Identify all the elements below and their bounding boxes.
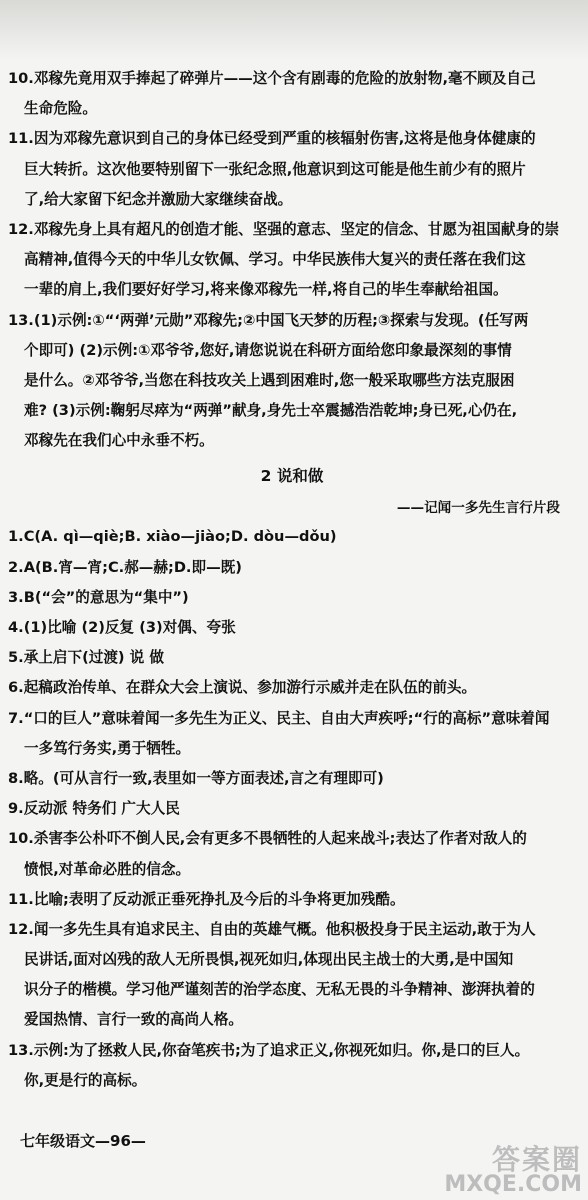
answer-line: 你,更是行的高标。 (24, 1071, 147, 1089)
answer-line: 12.闻一多先生具有追求民主、自由的英雄气概。他积极投身于民主运动,敢于为人 (8, 920, 536, 938)
answer-line: 9.反动派 特务们 广大人民 (8, 800, 180, 818)
answer-line: 10.杀害李公朴吓不倒人民,会有更多不畏牺牲的人起来战斗;表达了作者对敌人的 (8, 830, 527, 848)
answer-line: 11.比喻;表明了反动派正垂死挣扎及今后的斗争将更加残酷。 (8, 890, 405, 908)
watermark (444, 1143, 582, 1197)
answer-line: 一多笃行务实,勇于牺牲。 (24, 739, 191, 757)
answer-line: 4.(1)比喻 (2)反复 (3)对偶、夸张 (8, 619, 236, 636)
page-footer: 七年级语文—96— (20, 1132, 146, 1150)
answer-line: 6.起稿政治传单、在群众大会上演说、参加游行示威并走在队伍的前头。 (8, 679, 477, 697)
answers-section-2 (8, 522, 576, 1096)
answer-line: 13.(1)示例:①“‘两弹’元勋”邓稼先;②中国飞天梦的历程;③探索与发现。(任写两 (8, 311, 529, 329)
answer-line: 一辈的肩上,我们要好好学习,将来像邓稼先一样,将自己的毕生奉献给祖国。 (24, 281, 508, 299)
answer-line: 7.“口的巨人”意味着闻一多先生为正义、民主、自由大声疾呼;“行的高标”意味着闻 (8, 709, 550, 727)
watermark-url: MXQE.COM (444, 1172, 582, 1197)
answer-line: 民讲话,面对凶残的敌人无所畏惧,视死如归,体现出民主战士的大勇,是中国知 (24, 951, 514, 969)
section-title: 2 说和做 (260, 467, 324, 486)
scan-shadow (0, 0, 588, 60)
answer-line: 个即可) (2)示例:①邓爷爷,您好,请您说说在科研方面给您印象最深刻的事情 (24, 341, 512, 359)
answer-line: 高精神,值得今天的中华儿女钦佩、学习。中华民族伟大复兴的责任落在我们这 (24, 251, 526, 269)
answer-line: 5.承上启下(过渡) 说 做 (8, 649, 164, 667)
answer-line: 了,给大家留下纪念并激励大家继续奋战。 (24, 190, 293, 208)
section-subtitle: ——记闻一多先生言行片段 (396, 500, 560, 517)
answer-line: 1.C(A. qì—qiè;B. xiào—jiào;D. dòu—dǒu) (8, 528, 337, 546)
answer-line: 13.示例:为了拯救人民,你奋笔疾书;为了追求正义,你视死如归。你,是口的巨人。 (8, 1041, 530, 1059)
answer-line: 2.A(B.宵—宵;C.郝—赫;D.即—既) (8, 558, 242, 576)
answer-line: 愤恨,对革命必胜的信念。 (24, 860, 191, 878)
answer-line: 生命危险。 (24, 100, 97, 118)
answer-content (8, 64, 576, 1096)
answer-line: 邓稼先在我们心中永垂不朽。 (24, 432, 214, 450)
answer-line: 3.B(“会”的意思为“集中”) (8, 588, 189, 606)
answer-line: 10.邓稼先竟用双手捧起了碎弹片——这个含有剧毒的危险的放射物,毫不顾及自己 (8, 70, 536, 87)
answer-line: 巨大转折。这次他要特别留下一张纪念照,他意识到这可能是他生前少有的照片 (24, 160, 526, 178)
answer-line: 8.略。(可从言行一致,表里如一等方面表述,言之有理即可) (8, 769, 384, 787)
answer-line: 难? (3)示例:鞠躬尽瘁为“两弹”献身,身先士卒震撼浩浩乾坤;身已死,心仍在, (24, 402, 518, 420)
answer-line: 12.邓稼先身上具有超凡的创造才能、坚强的意志、坚定的信念、甘愿为祖国献身的崇 (8, 220, 560, 238)
answer-line: 11.因为邓稼先意识到自己的身体已经受到严重的核辐射伤害,这将是他身体健康的 (8, 130, 536, 148)
watermark-logo: 答案圈 (491, 1143, 582, 1176)
answers-section-1 (8, 64, 576, 456)
answer-line: 识分子的楷模。学习他严谨刻苦的治学态度、无私无畏的斗争精神、澎湃执着的 (24, 981, 535, 999)
answer-line: 爱国热情、言行一致的高尚人格。 (24, 1011, 243, 1029)
answer-line: 是什么。②邓爷爷,当您在科技攻关上遇到困难时,您一般采取哪些方法克服困 (24, 371, 515, 389)
